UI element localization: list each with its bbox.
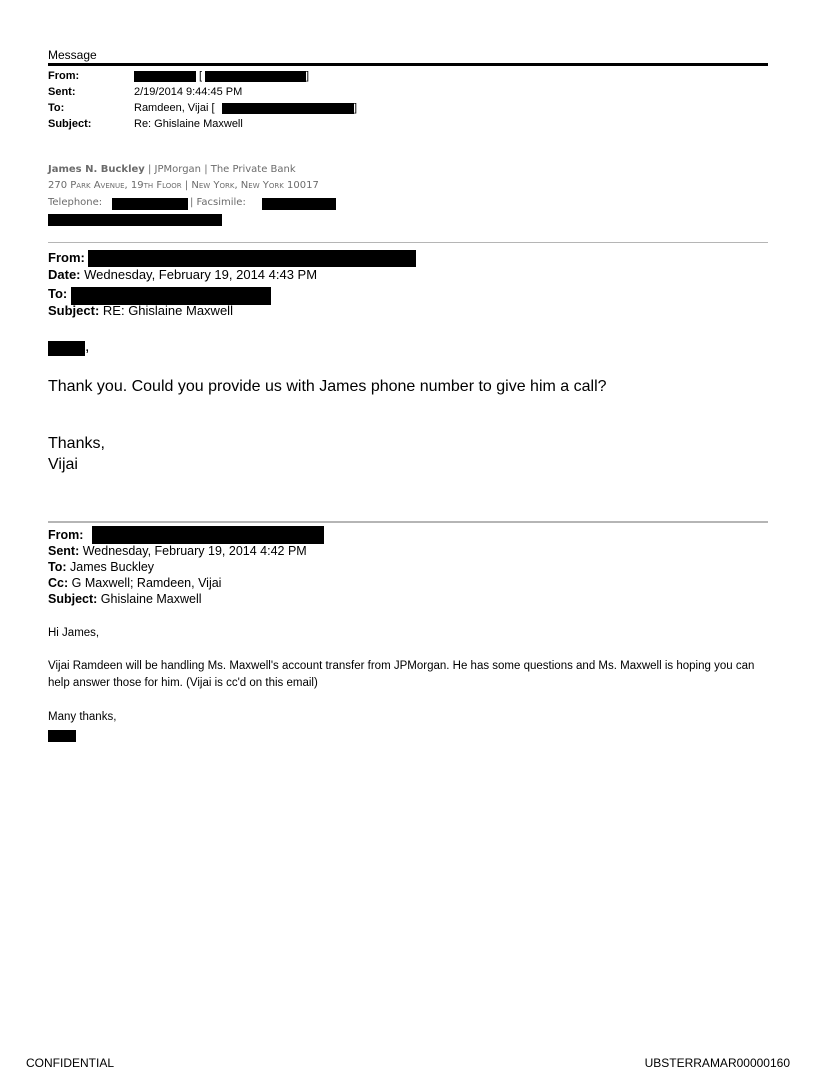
reply-to-row [48,286,67,301]
reply-date-label: Date: [48,267,81,282]
original-greeting: Hi James, [48,627,100,639]
redaction [112,198,188,210]
meta-from-bracket-open: [ [199,70,203,82]
meta-sent-value: 2/19/2014 9:44:45 PM [134,86,243,98]
original-cc-label: Cc: [48,576,69,590]
reply-date-row [48,267,317,282]
redaction [222,103,354,114]
original-sent-label: Sent: [48,544,80,558]
original-cc-row [48,576,221,590]
signature-facsimile-label: | Facsimile: [190,197,246,208]
original-to-value: James Buckley [66,560,155,574]
signature-company: | JPMorgan | The Private Bank [144,164,296,175]
footer-confidential: CONFIDENTIAL [26,1056,115,1070]
original-to-row [48,560,154,574]
reply-salutation-comma: , [85,338,90,355]
signature-name: James N. Buckley [48,164,145,175]
redaction [48,730,76,742]
original-sent-row [48,544,307,558]
original-closing: Many thanks, [48,711,117,723]
redaction [92,526,324,544]
reply-signoff: Vijai [48,456,78,473]
original-from-label: From: [48,528,84,542]
redaction [48,214,222,226]
original-body: Vijai Ramdeen will be handling Ms. Maxwell's account transfer from JPMorgan. He has some questions and Ms. Maxwell is hoping you can help answer those for him. (Vijai is cc'd on this email) [48,660,755,689]
meta-subject-value: Re: Ghislaine Maxwell [134,118,243,130]
original-to-label: To: [48,560,67,574]
meta-subject-label: Subject: [48,118,92,130]
message-title: Message [48,48,97,62]
signature-telephone-label: Telephone: [48,197,103,208]
signature-line-1 [48,164,296,175]
header-divider [48,63,768,66]
meta-from-label: From: [48,70,80,82]
original-subject-value: Ghislaine Maxwell [97,592,202,606]
reply-divider [48,242,768,243]
meta-to-value: Ramdeen, Vijai [ [134,102,215,114]
reply-date-value: Wednesday, February 19, 2014 4:43 PM [80,267,318,282]
redaction [134,71,196,82]
meta-to-label: To: [48,102,65,114]
meta-to-bracket-close: ] [354,102,358,114]
redaction [262,198,336,210]
reply-subject-label: Subject: [48,303,100,318]
original-from-row [48,528,83,542]
signature-address: 270 Park Avenue, 19th Floor | New York, New York 10017 [48,180,319,191]
original-cc-value: G Maxwell; Ramdeen, Vijai [68,576,222,590]
original-divider [48,521,768,523]
footer-bates-number: UBSTERRAMAR00000160 [644,1056,790,1070]
meta-from-bracket-close: ] [306,70,310,82]
original-subject-label: Subject: [48,592,98,606]
reply-subject-row [48,303,233,318]
meta-sent-label: Sent: [48,86,76,98]
reply-to-label: To: [48,286,68,301]
reply-body: Thank you. Could you provide us with James phone number to give him a call? [48,378,607,395]
original-subject-row [48,592,202,606]
reply-from-label: From: [48,250,85,265]
reply-from-row [48,250,85,265]
reply-subject-value: RE: Ghislaine Maxwell [99,303,233,318]
original-sent-value: Wednesday, February 19, 2014 4:42 PM [79,544,307,558]
redaction [48,341,85,356]
reply-closing: Thanks, [48,435,105,452]
redaction [205,71,306,82]
redaction [88,250,416,267]
